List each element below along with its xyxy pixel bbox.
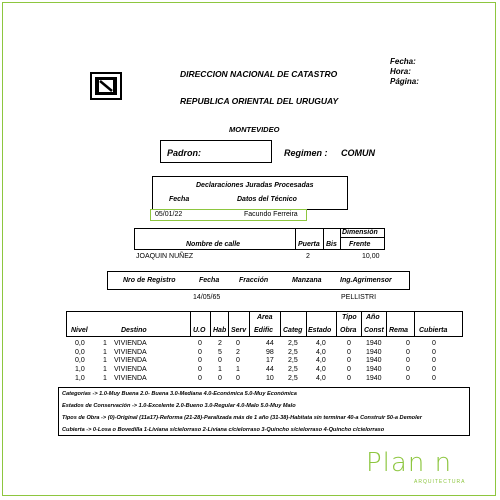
cell-hab: 2 [218,340,222,347]
leyenda-tipos-obra: Tipos de Obra -> (0)-Original (11a17)-Reforma (21-28)-Paralizada más de 1 año (31-38)-Habitata sin terminar 40-a Construir 50-a Demoler [62,415,422,421]
pagina-label: Página: [390,77,419,86]
cell-area: 17 [266,357,274,365]
th-anio-top: Año [366,314,380,321]
calle-col-puerta: Puerta [298,241,320,248]
cell-reman: 0 [406,374,410,382]
cell-reman: 0 [406,348,410,356]
cell-destino: VIVIENDA [114,366,147,374]
brand-logo: Plan n [366,448,453,478]
title-direccion: DIRECCION NACIONAL DE CATASTRO [180,69,338,79]
cell-serv: 0 [236,374,240,382]
th-area-top: Area [257,314,273,321]
th-categ: Categ [283,327,303,334]
cell-uo: 0 [198,357,202,365]
cell-anio: 1940 [366,366,382,374]
cell-nivel: 0,0 [75,357,85,365]
cell-serv: 0 [236,357,240,365]
registro-col-agrimensor: Ing.Agrimensor [340,277,392,284]
cell-destino: VIVIENDA [114,374,147,382]
cell-anio: 1940 [366,374,382,382]
cell-tipo: 0 [347,340,351,347]
cell-hab: 1 [218,366,222,374]
cell-area: 44 [266,366,274,374]
declaraciones-col-fecha: Fecha [169,196,190,203]
cell-destino: VIVIENDA [114,348,147,356]
cell-reman: 0 [406,357,410,365]
registro-col-fraccion: Fracción [239,277,269,284]
cell-code: 1 [103,357,107,365]
cell-cubierta: 0 [432,374,436,382]
hora-label: Hora: [390,67,411,76]
cell-area: 98 [266,348,274,356]
cell-categ: 2,5 [288,348,298,356]
cell-cubierta: 0 [432,348,436,356]
title-republica: REPUBLICA ORIENTAL DEL URUGUAY [180,96,339,106]
cell-categ: 2,5 [288,357,298,365]
regimen-label: Regimen : [284,148,328,158]
th-cubierta: Cubierta [419,327,448,334]
calle-frente: 10,00 [362,253,380,260]
declaracion-fecha: 05/01/22 [155,211,183,218]
cell-categ: 2,5 [288,374,298,382]
th-area: Edific [254,327,274,334]
calle-nombre: JOAQUIN NUÑEZ [136,253,194,260]
calle-col-frente: Frente [349,241,371,248]
cell-uo: 0 [198,366,202,374]
cell-area: 44 [266,340,274,347]
cell-cubierta: 0 [432,357,436,365]
brand-subtitle: ARQUITECTURA [414,479,466,485]
cell-categ: 2,5 [288,340,298,347]
cell-code: 1 [103,366,107,374]
cell-code: 1 [103,348,107,356]
cell-uo: 0 [198,340,202,347]
cell-nivel: 0,0 [75,340,85,347]
cell-nivel: 1,0 [75,366,85,374]
cell-serv: 0 [236,340,240,347]
cell-hab: 0 [218,374,222,382]
cell-tipo: 0 [347,366,351,374]
registro-col-manzana: Manzana [292,277,322,284]
leyenda-estados: Estados de Conservación -> 1.0-Excelente 2.0-Bueno 3.0-Regular 4.0-Malo 5.0-Muy Malo [62,403,296,409]
city-label: MONTEVIDEO [229,125,280,134]
cell-nivel: 1,0 [75,374,85,382]
calle-puerta: 2 [306,253,310,260]
cell-tipo: 0 [347,348,351,356]
declaraciones-title: Declaraciones Juradas Procesadas [196,182,314,189]
registro-col-fecha: Fecha [199,277,220,284]
cell-serv: 1 [236,366,240,374]
th-hab: Hab [213,327,227,334]
th-tipo: Obra [340,327,357,334]
calle-col-bis: Bis [326,241,337,248]
cell-cubierta: 0 [432,366,436,374]
registro-fecha: 14/05/65 [193,294,221,301]
cell-estado: 4,0 [316,340,326,347]
leyenda-categorias: Categorías -> 1.0-Muy Buena 2.0- Buena 3.0-Mediana 4.0-Económica 5.0-Muy Económica [62,391,297,397]
cell-estado: 4,0 [316,357,326,365]
cell-hab: 0 [218,357,222,365]
cell-nivel: 0,0 [75,348,85,356]
cell-area: 10 [266,374,274,382]
leyenda-cubierta: Cubierta -> 0-Losa o Bovedilla 1-Liviana s/cielorraso 2-Liviana c/cielorraso 3-Quincho s/cielorraso 4-Quincho c/cielorraso [62,427,385,433]
cell-destino: VIVIENDA [114,357,147,365]
declaraciones-col-tecnico: Datos del Técnico [237,196,297,203]
th-serv: Serv [231,327,247,334]
cell-tipo: 0 [347,374,351,382]
th-anio: Const [364,327,384,334]
registro-col-nro: Nro de Registro [123,277,176,284]
th-tipo-top: Tipo [342,314,357,321]
registro-agrimensor: PELLISTRI [341,294,377,301]
cell-anio: 1940 [366,357,382,365]
cell-estado: 4,0 [316,348,326,356]
cell-reman: 0 [406,340,410,347]
cell-estado: 4,0 [316,374,326,382]
cell-uo: 0 [198,348,202,356]
cell-serv: 2 [236,348,240,356]
padron-label: Padron: [167,148,202,158]
th-estado: Estado [308,327,332,334]
cell-tipo: 0 [347,357,351,365]
cell-hab: 5 [218,348,222,356]
dimension-label: Dimensión [342,229,378,236]
cell-destino: VIVIENDA [114,340,147,347]
regimen-value: COMUN [341,148,375,158]
catastro-logo [90,72,122,100]
th-reman: Rema [389,327,409,334]
cell-anio: 1940 [366,340,382,347]
th-nivel: Nivel [71,327,88,334]
declaracion-tecnico: Facundo Ferreira [244,211,298,218]
cell-code: 1 [103,374,107,382]
cell-reman: 0 [406,366,410,374]
calle-col-nombre: Nombre de calle [186,241,241,248]
cell-categ: 2,5 [288,366,298,374]
th-uo: U.O [193,327,206,334]
cell-cubierta: 0 [432,340,436,347]
cell-anio: 1940 [366,348,382,356]
cell-estado: 4,0 [316,366,326,374]
fecha-label: Fecha: [390,57,416,66]
th-destino: Destino [121,327,147,334]
cell-uo: 0 [198,374,202,382]
cell-code: 1 [103,340,107,347]
